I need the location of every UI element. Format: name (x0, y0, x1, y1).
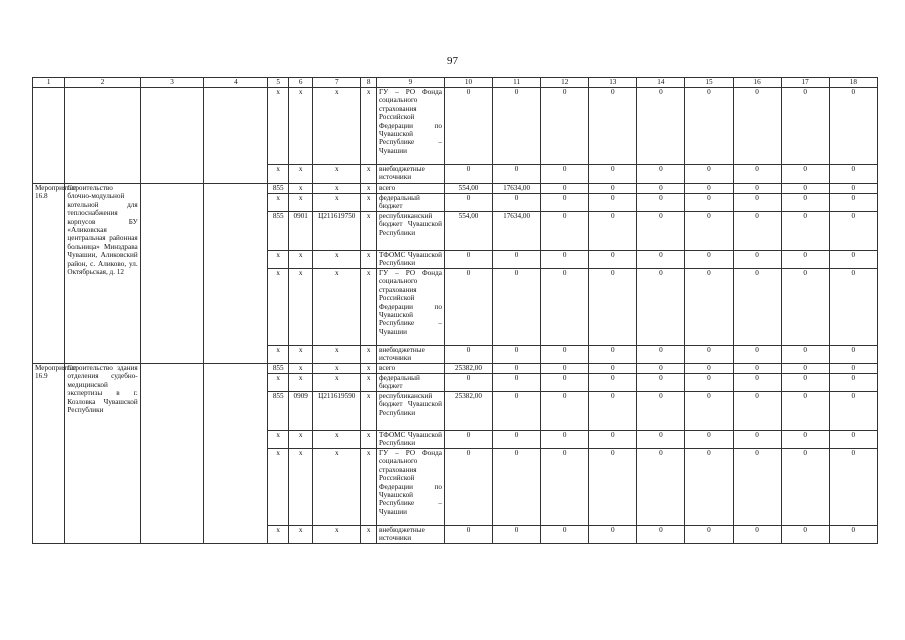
value-cell: 0 (589, 374, 637, 392)
value-cell: 0 (829, 251, 877, 269)
value-cell: 0 (493, 251, 541, 269)
empty-cell (204, 184, 268, 364)
grbs-cell: х (268, 449, 289, 526)
value-cell: 0 (637, 374, 685, 392)
value-cell: 0 (637, 392, 685, 431)
vr-cell: х (361, 165, 377, 184)
value-cell: 0 (444, 269, 492, 346)
header-cell-14: 14 (637, 78, 685, 88)
grbs-cell: х (268, 269, 289, 346)
value-cell: 0 (685, 269, 733, 346)
value-cell: 0 (589, 251, 637, 269)
empty-cell (65, 88, 140, 184)
table-row (33, 88, 878, 165)
vr-cell: х (361, 364, 377, 374)
measure-name: Строительство блочно-модульной котельной для теплоснабжения корпусов БУ «Аликовская центральная районная больница» Минздрава Чувашии, Аликовский район, с. Аликово, ул. Октябрьская, д. 12 (65, 184, 140, 364)
vr-cell: х (361, 251, 377, 269)
page-number: 97 (447, 55, 458, 67)
value-cell: 0 (589, 269, 637, 346)
vr-cell: х (361, 392, 377, 431)
grbs-cell: х (268, 165, 289, 184)
csr-cell: х (313, 346, 361, 364)
value-cell: 0 (444, 251, 492, 269)
value-cell: 17634,00 (493, 212, 541, 251)
value-cell: 0 (541, 374, 589, 392)
source-cell: всего (376, 184, 444, 194)
value-cell: 0 (637, 165, 685, 184)
header-cell-16: 16 (733, 78, 781, 88)
value-cell: 0 (493, 364, 541, 374)
value-cell: 0 (444, 431, 492, 449)
value-cell: 0 (829, 431, 877, 449)
value-cell: 0 (829, 88, 877, 165)
value-cell: 0 (781, 392, 829, 431)
empty-cell (204, 88, 268, 184)
value-cell: 0 (685, 88, 733, 165)
header-cell-12: 12 (541, 78, 589, 88)
value-cell: 0 (493, 346, 541, 364)
grbs-cell: 855 (268, 184, 289, 194)
csr-cell: х (313, 251, 361, 269)
empty-cell (140, 88, 204, 184)
value-cell: 0 (637, 184, 685, 194)
header-cell-3: 3 (140, 78, 204, 88)
header-cell-15: 15 (685, 78, 733, 88)
source-cell: внебюджетные источники (376, 165, 444, 184)
value-cell: 0 (541, 431, 589, 449)
value-cell: 0 (589, 449, 637, 526)
source-cell: ГУ – РО Фонда социального страхования Российской Федерации по Чувашской Республике – Чувашии (376, 88, 444, 165)
csr-cell: х (313, 88, 361, 165)
value-cell: 0 (733, 392, 781, 431)
value-cell: 0 (829, 449, 877, 526)
rzpr-cell: х (289, 346, 313, 364)
header-cell-6: 6 (289, 78, 313, 88)
vr-cell: х (361, 526, 377, 544)
value-cell: 0 (541, 251, 589, 269)
value-cell: 0 (829, 165, 877, 184)
value-cell: 0 (589, 392, 637, 431)
value-cell: 0 (685, 212, 733, 251)
csr-cell: Ц211619750 (313, 212, 361, 251)
csr-cell: х (313, 526, 361, 544)
grbs-cell: х (268, 88, 289, 165)
value-cell: 0 (444, 346, 492, 364)
value-cell: 0 (733, 449, 781, 526)
header-cell-10: 10 (444, 78, 492, 88)
value-cell: 0 (541, 346, 589, 364)
source-cell: внебюджетные источники (376, 346, 444, 364)
value-cell: 0 (733, 269, 781, 346)
rzpr-cell: х (289, 449, 313, 526)
source-cell: республиканский бюджет Чувашской Республики (376, 392, 444, 431)
vr-cell: х (361, 449, 377, 526)
value-cell: 0 (541, 392, 589, 431)
value-cell: 0 (829, 364, 877, 374)
value-cell: 0 (733, 184, 781, 194)
value-cell: 0 (733, 374, 781, 392)
value-cell: 0 (781, 184, 829, 194)
source-cell: ГУ – РО Фонда социального страхования Российской Федерации по Чувашской Республике – Чувашии (376, 269, 444, 346)
value-cell: 0 (829, 269, 877, 346)
source-cell: республиканский бюджет Чувашской Республики (376, 212, 444, 251)
empty-cell (33, 88, 65, 184)
value-cell: 0 (685, 165, 733, 184)
value-cell: 0 (733, 431, 781, 449)
csr-cell: х (313, 449, 361, 526)
value-cell: 0 (733, 364, 781, 374)
value-cell: 0 (637, 88, 685, 165)
value-cell: 0 (829, 374, 877, 392)
value-cell: 0 (781, 88, 829, 165)
value-cell: 0 (541, 526, 589, 544)
value-cell: 0 (781, 212, 829, 251)
value-cell: 0 (781, 346, 829, 364)
value-cell: 0 (829, 184, 877, 194)
header-cell-1: 1 (33, 78, 65, 88)
vr-cell: х (361, 269, 377, 346)
table-row (33, 184, 878, 194)
csr-cell: х (313, 374, 361, 392)
value-cell: 0 (733, 251, 781, 269)
csr-cell: х (313, 165, 361, 184)
value-cell: 0 (493, 88, 541, 165)
rzpr-cell: 0909 (289, 392, 313, 431)
rzpr-cell: х (289, 184, 313, 194)
value-cell: 0 (637, 431, 685, 449)
rzpr-cell: х (289, 374, 313, 392)
value-cell: 0 (589, 165, 637, 184)
value-cell: 0 (541, 212, 589, 251)
value-cell: 0 (733, 165, 781, 184)
value-cell: 0 (541, 165, 589, 184)
value-cell: 0 (589, 184, 637, 194)
value-cell: 0 (541, 449, 589, 526)
empty-cell (140, 364, 204, 544)
rzpr-cell: х (289, 364, 313, 374)
value-cell: 0 (589, 431, 637, 449)
value-cell: 0 (685, 194, 733, 212)
value-cell: 0 (781, 374, 829, 392)
value-cell: 0 (589, 88, 637, 165)
csr-cell: х (313, 194, 361, 212)
value-cell: 0 (829, 194, 877, 212)
source-cell: ГУ – РО Фонда социального страхования Российской Федерации по Чувашской Республике – Чувашии (376, 449, 444, 526)
grbs-cell: х (268, 194, 289, 212)
value-cell: 0 (444, 88, 492, 165)
header-cell-9: 9 (376, 78, 444, 88)
value-cell: 0 (685, 431, 733, 449)
value-cell: 0 (829, 212, 877, 251)
header-cell-7: 7 (313, 78, 361, 88)
rzpr-cell: х (289, 165, 313, 184)
source-cell: всего (376, 364, 444, 374)
value-cell: 0 (685, 251, 733, 269)
grbs-cell: х (268, 374, 289, 392)
measure-name: Строительство здания отделения судебно-медицинской экспертизы в г. Козловка Чувашской Республики (65, 364, 140, 544)
value-cell: 0 (685, 526, 733, 544)
header-cell-4: 4 (204, 78, 268, 88)
value-cell: 0 (637, 269, 685, 346)
header-cell-18: 18 (829, 78, 877, 88)
value-cell: 0 (637, 449, 685, 526)
table-row (33, 364, 878, 374)
csr-cell: х (313, 184, 361, 194)
value-cell: 0 (493, 449, 541, 526)
header-cell-8: 8 (361, 78, 377, 88)
value-cell: 0 (589, 194, 637, 212)
value-cell: 0 (637, 212, 685, 251)
rzpr-cell: х (289, 88, 313, 165)
value-cell: 25382,00 (444, 364, 492, 374)
measure-label: Мероприятие 16.8 (33, 184, 65, 364)
value-cell: 0 (829, 392, 877, 431)
vr-cell: х (361, 194, 377, 212)
value-cell: 17634,00 (493, 184, 541, 194)
value-cell: 25382,00 (444, 392, 492, 431)
value-cell: 0 (589, 364, 637, 374)
empty-cell (204, 364, 268, 544)
value-cell: 0 (444, 526, 492, 544)
value-cell: 0 (685, 374, 733, 392)
value-cell: 0 (444, 194, 492, 212)
csr-cell: Ц211619590 (313, 392, 361, 431)
rzpr-cell: х (289, 194, 313, 212)
value-cell: 0 (733, 346, 781, 364)
value-cell: 0 (493, 194, 541, 212)
grbs-cell: х (268, 431, 289, 449)
vr-cell: х (361, 346, 377, 364)
value-cell: 0 (589, 346, 637, 364)
value-cell: 0 (541, 194, 589, 212)
grbs-cell: х (268, 526, 289, 544)
header-cell-11: 11 (493, 78, 541, 88)
value-cell: 0 (493, 165, 541, 184)
value-cell: 0 (685, 346, 733, 364)
value-cell: 0 (637, 194, 685, 212)
source-cell: федеральный бюджет (376, 374, 444, 392)
value-cell: 0 (781, 364, 829, 374)
value-cell: 0 (781, 526, 829, 544)
measure-label: Мероприятие 16.9 (33, 364, 65, 544)
value-cell: 0 (589, 526, 637, 544)
value-cell: 0 (733, 194, 781, 212)
value-cell: 0 (781, 269, 829, 346)
table-body (33, 88, 878, 544)
value-cell: 0 (589, 212, 637, 251)
value-cell: 554,00 (444, 184, 492, 194)
value-cell: 0 (733, 88, 781, 165)
value-cell: 0 (541, 88, 589, 165)
rzpr-cell: х (289, 251, 313, 269)
value-cell: 0 (781, 251, 829, 269)
value-cell: 0 (637, 364, 685, 374)
value-cell: 0 (781, 449, 829, 526)
value-cell: 554,00 (444, 212, 492, 251)
grbs-cell: х (268, 346, 289, 364)
value-cell: 0 (733, 526, 781, 544)
header-cell-5: 5 (268, 78, 289, 88)
value-cell: 0 (541, 269, 589, 346)
grbs-cell: х (268, 251, 289, 269)
value-cell: 0 (493, 392, 541, 431)
grbs-cell: 855 (268, 212, 289, 251)
vr-cell: х (361, 374, 377, 392)
value-cell: 0 (829, 526, 877, 544)
source-cell: внебюджетные источники (376, 526, 444, 544)
header-cell-2: 2 (65, 78, 140, 88)
source-cell: ТФОМС Чувашской Республики (376, 251, 444, 269)
budget-table (32, 77, 878, 544)
rzpr-cell: 0901 (289, 212, 313, 251)
csr-cell: х (313, 364, 361, 374)
value-cell: 0 (637, 526, 685, 544)
value-cell: 0 (685, 184, 733, 194)
empty-cell (140, 184, 204, 364)
value-cell: 0 (444, 449, 492, 526)
header-cell-13: 13 (589, 78, 637, 88)
value-cell: 0 (829, 346, 877, 364)
value-cell: 0 (444, 374, 492, 392)
value-cell: 0 (781, 431, 829, 449)
value-cell: 0 (637, 346, 685, 364)
rzpr-cell: х (289, 269, 313, 346)
header-cell-17: 17 (781, 78, 829, 88)
value-cell: 0 (541, 364, 589, 374)
value-cell: 0 (781, 194, 829, 212)
value-cell: 0 (493, 374, 541, 392)
value-cell: 0 (637, 251, 685, 269)
value-cell: 0 (685, 364, 733, 374)
vr-cell: х (361, 184, 377, 194)
grbs-cell: 855 (268, 364, 289, 374)
value-cell: 0 (733, 212, 781, 251)
vr-cell: х (361, 88, 377, 165)
value-cell: 0 (541, 184, 589, 194)
rzpr-cell: х (289, 431, 313, 449)
vr-cell: х (361, 431, 377, 449)
rzpr-cell: х (289, 526, 313, 544)
value-cell: 0 (781, 165, 829, 184)
csr-cell: х (313, 431, 361, 449)
csr-cell: х (313, 269, 361, 346)
grbs-cell: 855 (268, 392, 289, 431)
source-cell: ТФОМС Чувашской Республики (376, 431, 444, 449)
value-cell: 0 (493, 526, 541, 544)
vr-cell: х (361, 212, 377, 251)
value-cell: 0 (493, 269, 541, 346)
value-cell: 0 (685, 392, 733, 431)
header-row (33, 78, 878, 88)
value-cell: 0 (685, 449, 733, 526)
value-cell: 0 (444, 165, 492, 184)
value-cell: 0 (493, 431, 541, 449)
source-cell: федеральный бюджет (376, 194, 444, 212)
